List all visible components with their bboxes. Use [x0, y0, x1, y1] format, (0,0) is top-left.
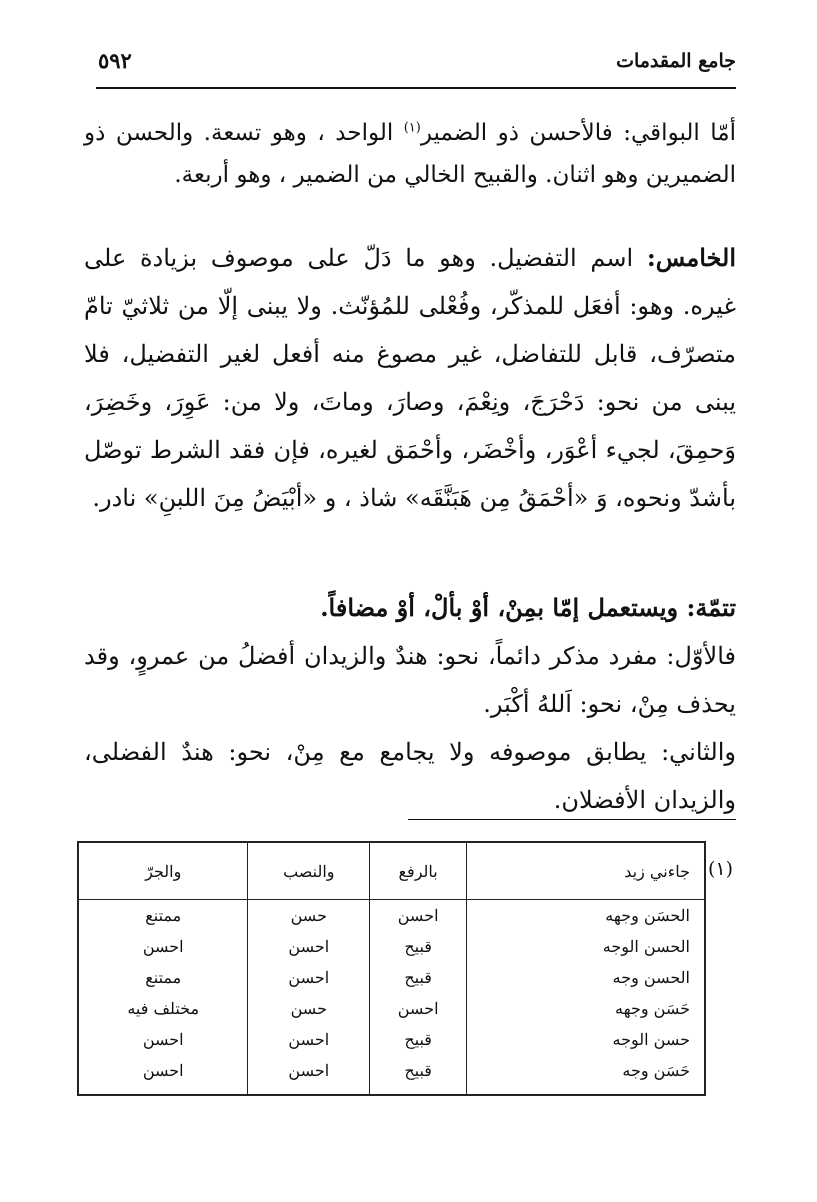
table-cell: الحسَن وجهه: [467, 900, 705, 932]
running-header: [96, 44, 736, 84]
table-cell: احسن: [370, 993, 467, 1024]
footnote-reference: (١): [403, 120, 421, 136]
section-supplement: [84, 584, 736, 824]
footnote-rule: [408, 819, 736, 820]
table-cell: قبيح: [370, 931, 467, 962]
section-text: اسم التفضيل. وهو ما دَلّ على موصوف بزيادة على غيره. وهو: أفعَل للمذكّر، وفُعْلى للمُؤنّث. ولا يبنى إلّا من ثلاثيّ تامّ متصرّف، قابل للتفاضل، غير مصوغ منه أفعل لغير التفضيل، فلا يبنى من نحو: دَحْرَجَ، ونِعْمَ، وصارَ، وماتَ، ولا من: عَوِرَ، وخَضِرَ، وَحمِقَ، لجيء أعْوَر، وأخْضَر، وأحْمَق لغيره، فإن فقد الشرط توصّل بأشدّ ونحوه، وَ «أحْمَقُ مِن هَبَنَّقَه» شاذ ، و «أبْيَضُ مِنَ اللبنِ» نادر.: [84, 244, 736, 512]
table-cell: احسن: [248, 1055, 370, 1095]
supplement-heading: تتمّة:: [686, 593, 736, 622]
table-cell: احسن: [248, 1024, 370, 1055]
table-row: [78, 1024, 705, 1055]
table-row: [78, 1055, 705, 1095]
running-title: جامع المقدمات: [616, 50, 736, 72]
table-cell: احسن: [78, 931, 248, 962]
table-cell: حسن: [248, 993, 370, 1024]
table-cell: الحسن الوجه: [467, 931, 705, 962]
paragraph-lead: أمّا البواقي:: [623, 120, 736, 146]
header-rule: [96, 87, 736, 89]
table-row: [78, 931, 705, 962]
table-cell: ممتنع: [78, 962, 248, 993]
table-cell: مختلف فيه: [78, 993, 248, 1024]
second-case-heading: والثاني:: [661, 738, 736, 766]
table-row: [78, 962, 705, 993]
paragraph-remaining-forms: [84, 112, 736, 196]
table-cell: حَسَن وجهه: [467, 993, 705, 1024]
footnote-table: [77, 841, 706, 1096]
table-cell: قبيح: [370, 1024, 467, 1055]
column-header: والجرّ: [78, 842, 248, 900]
table-header-row: [78, 842, 705, 900]
section-comparative: [84, 234, 736, 522]
column-header: بالرفع: [370, 842, 467, 900]
second-case-text: يطابق موصوفه ولا يجامع مع مِنْ، نحو: هندٌ الفضلى، والزيدان الأفضلان.: [84, 738, 736, 814]
table-cell: قبيح: [370, 962, 467, 993]
table-cell: احسن: [78, 1055, 248, 1095]
first-case-text: مفرد مذكر دائماً، نحو: هندٌ والزيدان أفضلُ من عمروٍ، وقد يحذف مِنْ، نحو: اَللهُ أكْبَر.: [84, 642, 736, 718]
table-cell: احسن: [248, 931, 370, 962]
table-cell: احسن: [370, 900, 467, 932]
paragraph-text: فالأحسن ذو الضمير: [420, 120, 624, 146]
section-heading: الخامس:: [646, 243, 736, 272]
page-number: ٥٩٢: [98, 48, 132, 73]
supplement-text: ويستعمل إمّا بمِنْ، أوْ بألْ، أوْ مضافاً.: [320, 593, 687, 622]
table-cell: حسن: [248, 900, 370, 932]
first-case-heading: فالأوّل:: [666, 642, 736, 670]
paragraph-text-continued: الواحد ، وهو تسعة. والحسن ذو الضميرين وهو اثنان. والقبيح الخالي من الضمير ، وهو أربعة.: [84, 120, 736, 188]
table-row: [78, 993, 705, 1024]
column-header: جاءني زيد: [467, 842, 705, 900]
table-cell: قبيح: [370, 1055, 467, 1095]
column-header: والنصب: [248, 842, 370, 900]
table-cell: احسن: [78, 1024, 248, 1055]
table-cell: احسن: [248, 962, 370, 993]
table-cell: حسن الوجه: [467, 1024, 705, 1055]
table-row: [78, 900, 705, 932]
table-cell: الحسن وجه: [467, 962, 705, 993]
table-cell: ممتنع: [78, 900, 248, 932]
table-cell: حَسَن وجه: [467, 1055, 705, 1095]
footnote-marker: (١): [708, 858, 734, 880]
